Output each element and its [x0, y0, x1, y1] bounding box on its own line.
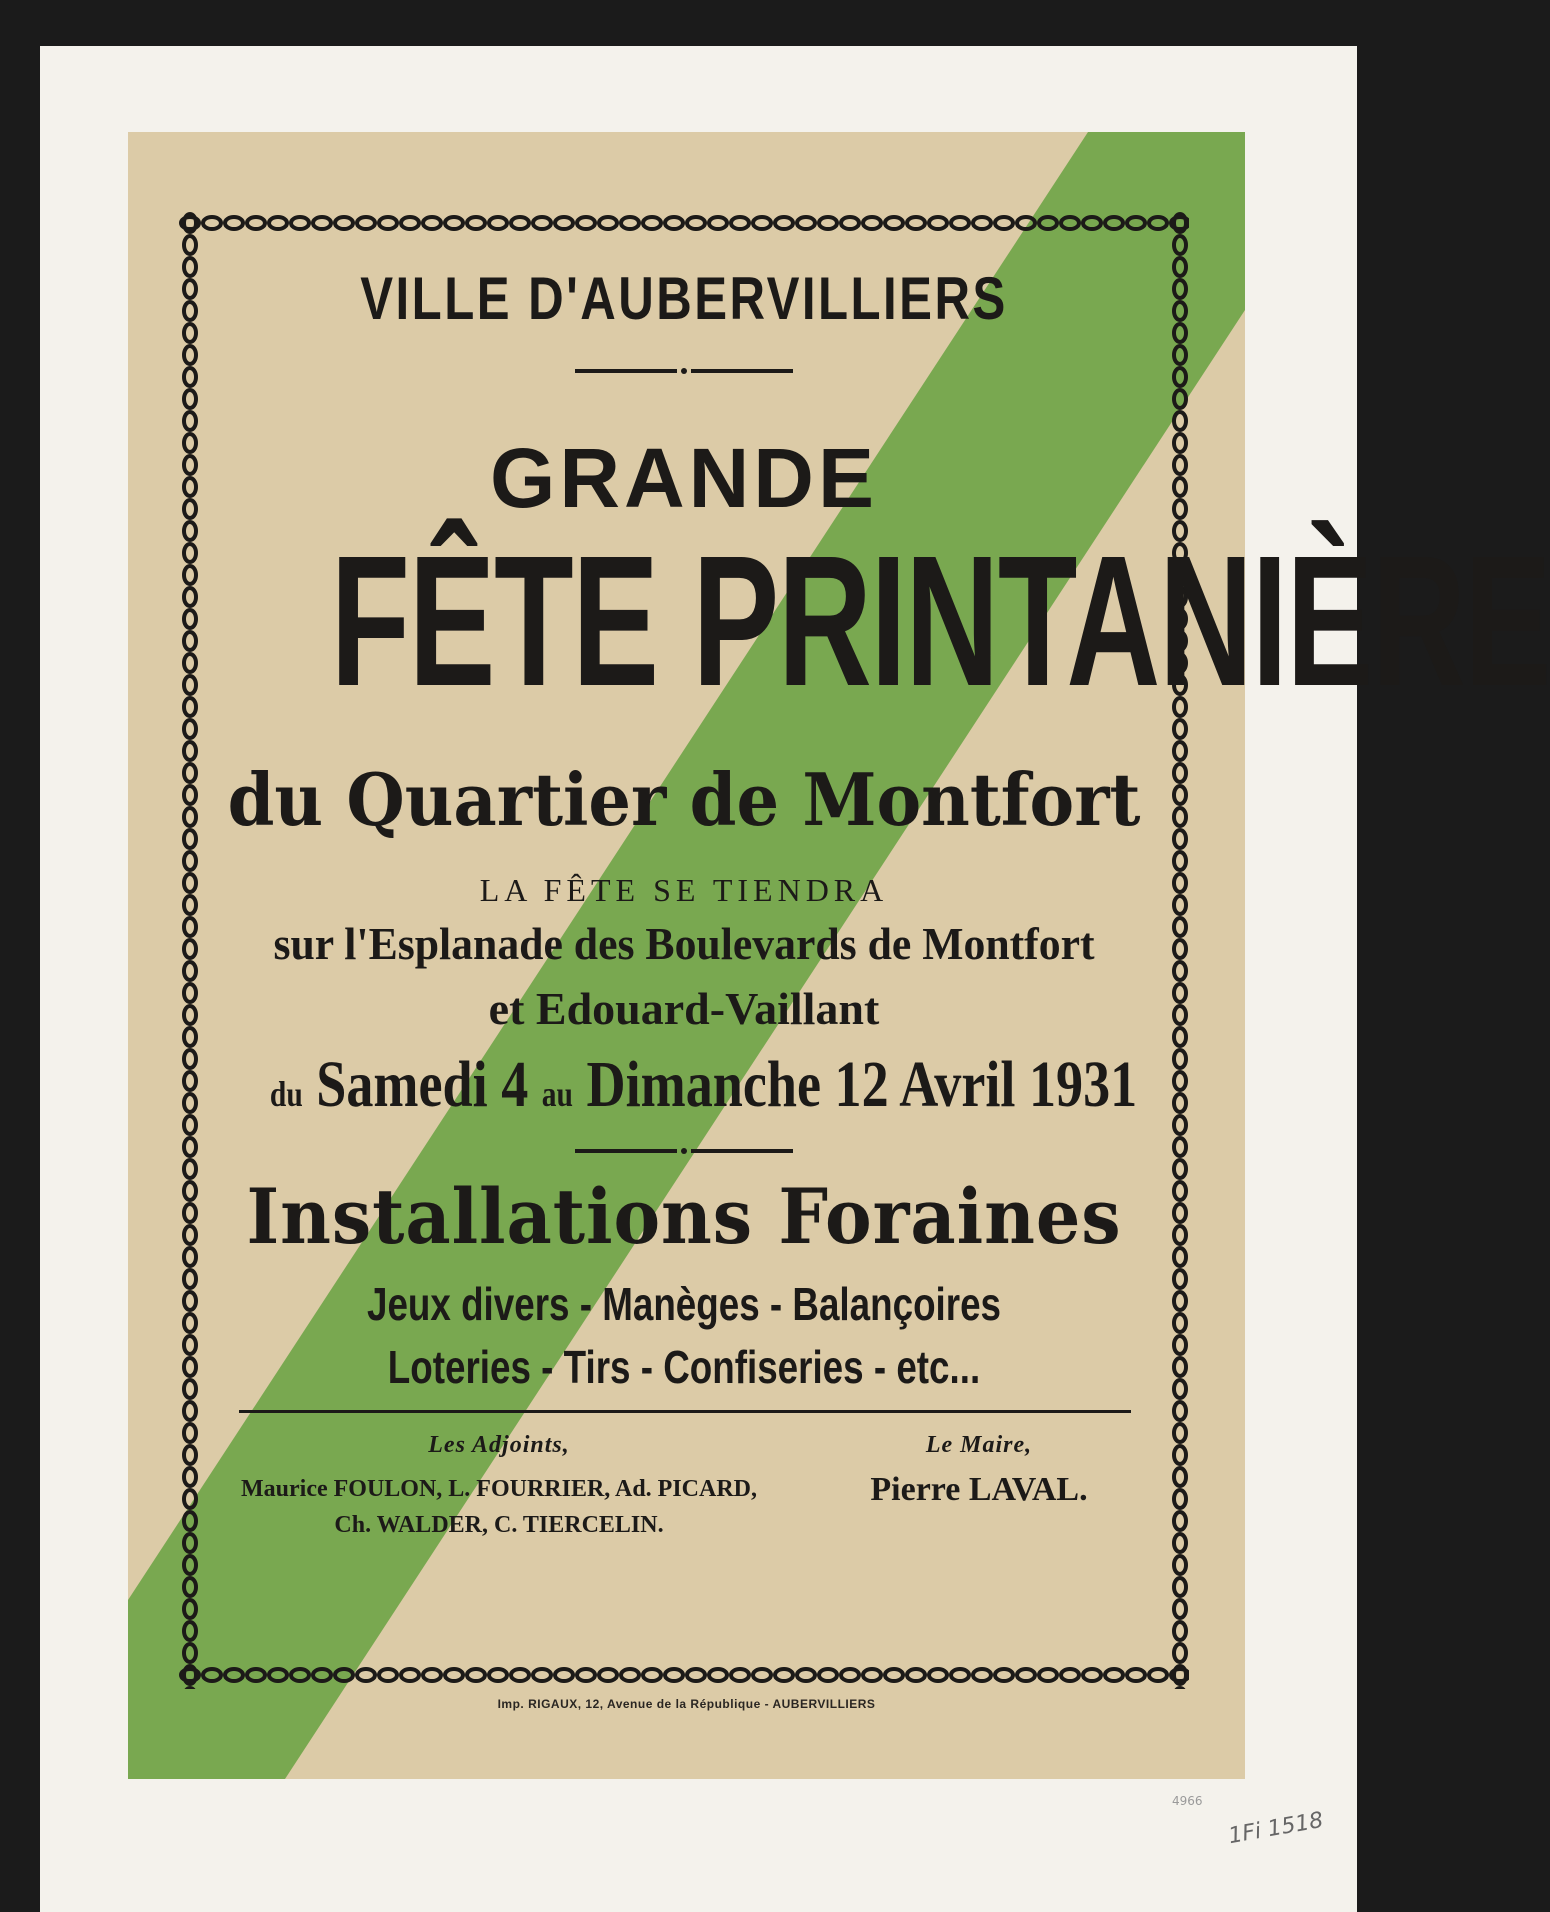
signature-rule — [239, 1410, 1131, 1413]
maire-title: Le Maire, — [925, 1432, 1033, 1458]
adjoints-block — [219, 1432, 779, 1543]
archive-sheet — [40, 46, 1550, 1912]
adjoints-names-1: Maurice FOULON, L. FOURRIER, Ad. PICARD, — [241, 1476, 757, 1502]
grande-heading: GRANDE — [489, 431, 878, 525]
dates-end: Dimanche 12 Avril 1931 — [586, 1048, 1138, 1121]
divider-ornament-top — [179, 365, 1189, 377]
installations-heading: Installations Foraines — [246, 1172, 1122, 1261]
poster — [128, 132, 1550, 1779]
archive-number: 4966 — [1172, 1794, 1203, 1808]
archive-cote: 1Fi 1518 — [1226, 1807, 1326, 1850]
poster-content — [179, 212, 1550, 1689]
place-line-2: et Edouard-Vaillant — [488, 983, 880, 1034]
dates-line — [269, 1047, 1138, 1123]
maire-name: Pierre LAVAL. — [870, 1471, 1088, 1508]
dates-au: au — [541, 1074, 573, 1114]
fete-title: FÊTE PRINTANIÈRE — [330, 518, 1550, 725]
adjoints-title: Les Adjoints, — [428, 1432, 570, 1458]
divider-ornament-middle — [179, 1145, 1189, 1157]
dates-du: du — [269, 1074, 303, 1114]
announce-line: LA FÊTE SE TIENDRA — [479, 872, 889, 908]
attractions-line-1: Jeux divers - Manèges - Balançoires — [366, 1278, 1002, 1330]
adjoints-names-2: Ch. WALDER, C. TIERCELIN. — [334, 1512, 664, 1538]
printer-imprint: Imp. RIGAUX, 12, Avenue de la République - AUBERVILLIERS — [497, 1697, 876, 1711]
town-heading: VILLE D'AUBERVILLIERS — [360, 265, 1008, 332]
place-line-1: sur l'Esplanade des Boulevards de Montfort — [273, 918, 1095, 969]
maire-block — [819, 1432, 1139, 1509]
quarter-subtitle: du Quartier de Montfort — [227, 757, 1141, 842]
attractions-line-2: Loteries - Tirs - Confiseries - etc... — [387, 1341, 981, 1393]
dates-start: Samedi 4 — [316, 1048, 529, 1121]
